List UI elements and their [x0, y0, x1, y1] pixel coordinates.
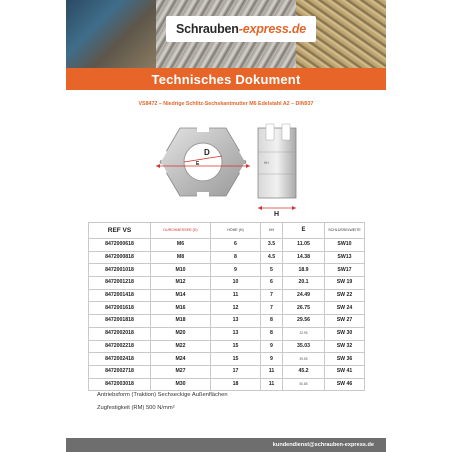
table-cell: 35.03: [283, 340, 325, 353]
title-bar: [66, 68, 386, 90]
header-ref: REF VS: [89, 223, 151, 239]
table-cell: 11: [261, 378, 283, 391]
product-subtitle: VS8472 – Niedrige Schlitz-Sechskantmutter M6 Edelstahl A2 – DIN937: [138, 101, 314, 107]
table-cell: M24: [151, 353, 211, 366]
table-cell: 50.85: [283, 378, 325, 391]
table-cell: SW 19: [325, 277, 365, 290]
table-cell: 11: [211, 289, 261, 302]
dimension-table: [88, 222, 365, 391]
table-cell: 18: [211, 378, 261, 391]
header-hh: HH: [261, 223, 283, 239]
table-cell: 8: [261, 327, 283, 340]
table-row: [89, 251, 365, 264]
label-d: D: [204, 148, 210, 157]
table-header-row: [89, 223, 365, 239]
table-cell: M10: [151, 264, 211, 277]
table-cell: SW13: [325, 251, 365, 264]
table-row: [89, 264, 365, 277]
table-cell: M20: [151, 327, 211, 340]
nut-front-view: [155, 124, 251, 200]
document-title: Technisches Dokument: [151, 71, 301, 87]
table-cell: 9: [211, 264, 261, 277]
table-cell: 5: [261, 264, 283, 277]
banner-photo-tools: [66, 0, 156, 68]
label-hh: HH: [264, 161, 269, 165]
header-diameter: DURCHMESSER (D): [151, 223, 211, 239]
table-cell: SW 36: [325, 353, 365, 366]
table-cell: 4.5: [261, 251, 283, 264]
table-cell: M18: [151, 315, 211, 328]
table-cell: SW 32: [325, 340, 365, 353]
table-cell: 8472001418: [89, 289, 151, 302]
notes: [97, 392, 228, 418]
table-cell: 8472001618: [89, 302, 151, 315]
table-row: [89, 277, 365, 290]
label-e: E: [196, 161, 200, 167]
table-cell: 8472002018: [89, 327, 151, 340]
table-cell: 32.95: [283, 327, 325, 340]
table-cell: M8: [151, 251, 211, 264]
table-cell: 6: [211, 239, 261, 252]
table-cell: 11: [261, 365, 283, 378]
table-cell: 8472002418: [89, 353, 151, 366]
table-row: [89, 327, 365, 340]
table-cell: 17: [211, 365, 261, 378]
logo-main-text: Schrauben: [175, 22, 239, 36]
table-row: [89, 315, 365, 328]
table-cell: 18.9: [283, 264, 325, 277]
table-cell: 26.75: [283, 302, 325, 315]
table-cell: M14: [151, 289, 211, 302]
table-cell: 29.56: [283, 315, 325, 328]
nut-technical-drawing: [140, 112, 320, 220]
table-cell: 9: [261, 353, 283, 366]
table-cell: 10: [211, 277, 261, 290]
table-cell: 15: [211, 353, 261, 366]
dimension-table-wrapper: [88, 222, 364, 391]
table-cell: 24.49: [283, 289, 325, 302]
table-cell: 7: [261, 302, 283, 315]
note-drive-type: Antriebsform (Traktion) Sechseckige Außenflächen: [97, 392, 228, 398]
table-cell: M16: [151, 302, 211, 315]
table-row: [89, 289, 365, 302]
table-cell: SW 46: [325, 378, 365, 391]
table-cell: 6: [261, 277, 283, 290]
table-cell: 8: [211, 251, 261, 264]
table-cell: SW 27: [325, 315, 365, 328]
table-cell: SW 22: [325, 289, 365, 302]
table-cell: 39.55: [283, 353, 325, 366]
table-cell: 20.1: [283, 277, 325, 290]
table-cell: 8: [261, 315, 283, 328]
table-cell: M30: [151, 378, 211, 391]
nut-side-view: [258, 124, 296, 218]
footer-email[interactable]: kundendienst@schrauben-express.de: [272, 442, 374, 448]
table-row: [89, 239, 365, 252]
table-row: [89, 302, 365, 315]
table-cell: M27: [151, 365, 211, 378]
table-cell: 8472002218: [89, 340, 151, 353]
table-cell: 7: [261, 289, 283, 302]
logo-accent-text: -express.de: [238, 22, 307, 36]
table-cell: 13: [211, 327, 261, 340]
table-cell: 8472000818: [89, 251, 151, 264]
table-cell: 13: [211, 315, 261, 328]
table-cell: 8472001018: [89, 264, 151, 277]
table-cell: 8472000618: [89, 239, 151, 252]
logo: [166, 16, 316, 42]
note-tensile-strength: Zugfestigkeit (RM) 500 N/mm²: [97, 405, 175, 411]
table-cell: 14.38: [283, 251, 325, 264]
table-cell: 8472002718: [89, 365, 151, 378]
table-cell: 3.5: [261, 239, 283, 252]
table-row: [89, 365, 365, 378]
table-cell: 8472001218: [89, 277, 151, 290]
header-height: HÖHE (H): [211, 223, 261, 239]
table-cell: M22: [151, 340, 211, 353]
table-cell: 8472003018: [89, 378, 151, 391]
table-cell: M12: [151, 277, 211, 290]
header-banner: [66, 0, 386, 90]
label-h: H: [274, 211, 280, 218]
header-e: E: [283, 223, 325, 239]
table-cell: 9: [261, 340, 283, 353]
table-cell: M6: [151, 239, 211, 252]
table-cell: 45.2: [283, 365, 325, 378]
table-body: [89, 239, 365, 391]
table-cell: SW17: [325, 264, 365, 277]
table-cell: 11.05: [283, 239, 325, 252]
table-cell: 8472001818: [89, 315, 151, 328]
table-cell: SW 24: [325, 302, 365, 315]
footer-bar: [66, 438, 386, 452]
table-cell: 12: [211, 302, 261, 315]
table-row: [89, 340, 365, 353]
table-cell: SW10: [325, 239, 365, 252]
table-row: [89, 353, 365, 366]
table-row: [89, 378, 365, 391]
table-cell: SW 30: [325, 327, 365, 340]
header-wrench-size: SCHLÜSSELWEITE: [325, 223, 365, 239]
table-cell: 15: [211, 340, 261, 353]
table-cell: SW 41: [325, 365, 365, 378]
